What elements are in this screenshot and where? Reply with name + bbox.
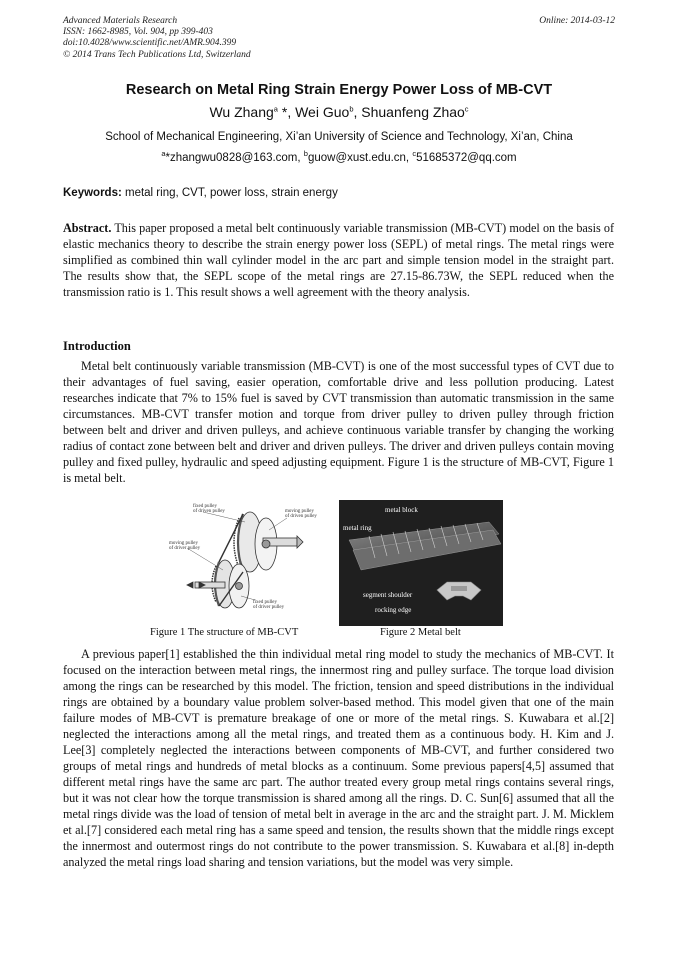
journal-name: Advanced Materials Research (63, 16, 178, 26)
fig1-label: fixed pulley (193, 504, 218, 509)
author-list: Wu Zhang$^a$ *, Wei Guo$^b$, Shuanfeng Zhao$^c$ (209, 104, 469, 120)
author-name: Shuanfeng Zhao (361, 104, 465, 120)
keywords-label: Keywords: (63, 187, 122, 199)
email-sup: b (303, 149, 308, 159)
author-name: Wu Zhang (209, 104, 274, 120)
figure-2-caption: Figure 2 Metal belt (380, 627, 461, 638)
figure-2-metal-belt (339, 500, 503, 626)
fig1-label: fixed pulley (253, 600, 278, 605)
email-text: 51685372@qq.com (416, 152, 517, 164)
fig1-label: of driven pulley (285, 514, 317, 519)
doi-line: doi:10.4028/www.scientific.net/AMR.904.399 (63, 38, 237, 49)
keywords-text: metal ring, CVT, power loss, strain energy (121, 187, 338, 199)
figure-1-caption: Figure 1 The structure of MB-CVT (150, 627, 299, 638)
email-text: guow@xust.edu.cn, (307, 152, 413, 164)
issn-line: ISSN: 1662-8985, Vol. 904, pp 399-403 (63, 27, 213, 38)
fig2-label: metal ring (343, 524, 372, 532)
abstract-label: Abstract. (63, 221, 112, 235)
fig1-label: of driver pulley (169, 546, 201, 551)
fig1-label: of driver pulley (253, 605, 285, 610)
corresponding-mark: * (277, 104, 288, 120)
email-text: *zhangwu0828@163.com, (165, 152, 304, 164)
abstract-text: This paper proposed a metal belt continuously variable transmission (MB-CVT) model on the basis of elastic mechanics theory to describe the strain energy power loss (SEPL) of metal rings. The metal rings were simplified as combined thin wall cylinder model in the arc part and simple tension model in the straight part. The results show that, the SEPL scope of the metal rings are 27.15-86.73W, the SEPL reduced when the transmission ratio is 1. This result shows a well agreement with the theory analysis. (63, 221, 614, 299)
fig1-label: moving pulley (169, 541, 199, 546)
email-list (0, 149, 678, 164)
author-sup: a (273, 104, 278, 114)
intro-paragraph: Metal belt continuously variable transmission (MB-CVT) is one of the most successful types of CVT due to their advantages of fuel saving, easier operation, comfortable drive and less pollution producing. Latest researches indicate that 7% to 15% fuel is saved by CVT transmission than automatic transmission in the same circumstances. MB-CVT transfer motion and torque from driver pulley to driven pulley through friction between belt and driver and driven pulleys, and achieve continuous variable transfer by changing the working radius of contact zone between belt and driver and driven pulleys. The driver and driven pulleys contain moving pulley and fixed pulley, hydraulic and speed adjusting equipment. Figure 1 is the structure of MB-CVT, Figure 1 is metal belt. (63, 359, 614, 485)
fig1-label: moving pulley (285, 509, 315, 514)
author-sup: c (464, 104, 469, 114)
email-sup: c (412, 149, 417, 159)
affiliation: School of Mechanical Engineering, Xi’an University of Science and Technology, Xi’an, China (105, 131, 573, 143)
fig1-label: of driven pulley (193, 509, 225, 514)
author-name: Wei Guo (295, 104, 350, 120)
copyright-line: © 2014 Trans Tech Publications Ltd, Switzerland (63, 49, 251, 60)
author-sup: b (349, 104, 354, 114)
journal-header (63, 16, 251, 61)
section-heading-introduction: Introduction (63, 339, 131, 353)
fig2-label: metal block (385, 506, 418, 514)
online-date: Online: 2014-03-12 (539, 16, 615, 26)
keywords (63, 187, 338, 199)
figure-1-cvt-structure (165, 500, 327, 622)
fig2-label: rocking edge (375, 606, 412, 614)
paper-title: Research on Metal Ring Strain Energy Power Loss of MB-CVT (125, 82, 553, 98)
body-paragraph: A previous paper[1] established the thin individual metal ring model to study the mechanics of MB-CVT. It focused on the interaction between metal rings, the innermost ring and pulley surface. The torque load division among the rings can be researched by this model. The friction, tension and speed distributions in the individual rings are obtained by a boundary value problem solver-based method. This model given that one of the main failure modes of MB-CVT is premature breakage of one or more of the metal rings. S. Kuwabara et al.[2] neglected the interactions among all the metal rings, and treated them as a continuous body. H. Kim and J. Lee[3] completely neglected the interactions between components of MB-CVT, and further considered two groups of metal rings and hundreds of metal blocks as a continuum. Some previous papers[4,5] assumed that different metal rings have the same arc part. The author treated every group metal rings contains several rings, but it was not clear how the torque transmission is shared among all the rings. D. C. Sun[6] assumed that all the metal rings divide was the load of tension of metal belt in average in the arc and the straight part. J. M. Micklem et al.[7] considered each metal ring has a same speed and tension, the results shown that the middle rings except the innermost and outermost rings do not contribute to the power transmission. S. Kuwabara et al.[8] in-depth analyzed the metal rings load sharing and tension variations, but the model was very simple. (63, 647, 614, 869)
fig2-label: segment shoulder (363, 591, 413, 599)
email-sup: a (161, 149, 166, 159)
abstract (63, 220, 614, 300)
